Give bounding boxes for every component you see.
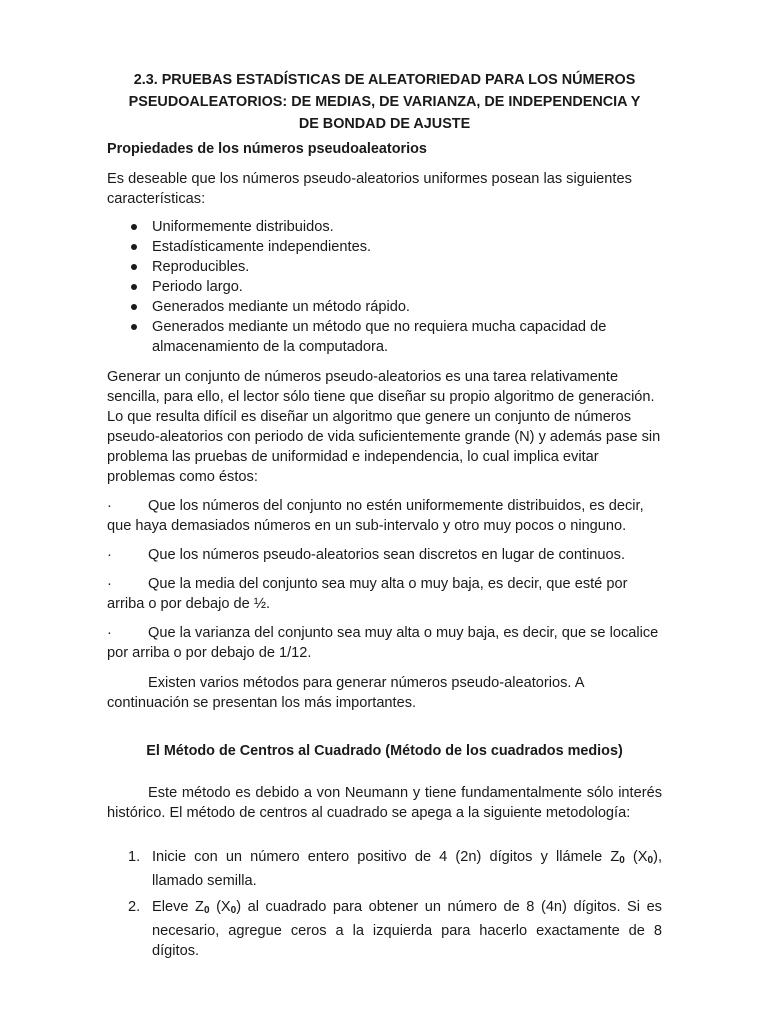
list-item — [107, 897, 662, 961]
list-item-text: Reproducibles. — [152, 259, 250, 275]
step-number: 1. — [128, 849, 141, 865]
step-text-post: ) al cuadrado para obtener un número de 8 (4n) dígitos. Si es necesario, agregue ceros a la izquierda para hacerlo exactamente de 8 dígitos. — [152, 899, 662, 959]
list-item-text: Generados mediante un método rápido. — [152, 299, 410, 315]
generation-paragraph: Generar un conjunto de números pseudo-aleatorios es una tarea relativamente sencilla, para ello, el lector sólo tiene que diseñar su propio algoritmo de generación. Lo que resulta difícil es diseñar un algoritmo que genere un conjunto de números pseudo-aleatorios con periodo de vida suficientemente grande (N) y además pase sin problema las pruebas de uniformidad e independencia, lo cual implica evitar problemas como éstos: — [107, 369, 661, 485]
list-item-text: Periodo largo. — [152, 279, 243, 295]
subscript: 0 — [647, 855, 654, 866]
middle-dot-marker: · — [107, 625, 112, 641]
bullet-icon — [131, 224, 137, 230]
problem-item — [107, 496, 662, 536]
middle-dot-marker: · — [107, 498, 112, 514]
document-title — [107, 69, 662, 135]
title-line-1: 2.3. PRUEBAS ESTADÍSTICAS DE ALEATORIEDAD PARA LOS NÚMEROS — [133, 72, 636, 88]
step-text-post: ), llamado semilla. — [152, 849, 663, 889]
list-item — [107, 847, 662, 891]
bullet-icon — [131, 244, 137, 250]
bullet-icon — [131, 264, 137, 270]
subscript: 0 — [619, 855, 625, 866]
middle-dot-marker: · — [107, 547, 112, 563]
middle-dot-marker: · — [107, 576, 112, 592]
method-steps-list — [107, 847, 662, 961]
subscript: 0 — [203, 905, 210, 916]
list-item — [107, 277, 662, 297]
list-item-text: Estadísticamente independientes. — [152, 239, 372, 255]
problem-item-text: Que la varianza del conjunto sea muy alta o muy baja, es decir, que se localice por arriba o por debajo de 1/12. — [107, 625, 659, 661]
problem-item-text: Que los números pseudo-aleatorios sean discretos en lugar de continuos. — [148, 547, 626, 563]
list-item — [107, 217, 662, 237]
problem-item — [107, 574, 662, 614]
list-item-text: Generados mediante un método que no requiera mucha capacidad de almacenamiento de la computadora. — [152, 319, 607, 355]
title-line-3: DE BONDAD DE AJUSTE — [298, 116, 471, 132]
step-text-pre: Eleve Z — [152, 899, 204, 915]
bullet-icon — [131, 304, 137, 310]
step-text-mid: (X — [624, 849, 648, 865]
list-item-text: Uniformemente distribuidos. — [152, 219, 334, 235]
method-intro-paragraph: Este método es debido a von Neumann y tiene fundamentalmente sólo interés histórico. El método de centros al cuadrado se apega a la siguiente metodología: — [107, 785, 662, 821]
problem-item — [107, 623, 662, 663]
problem-item-text: Que los números del conjunto no estén uniformemente distribuidos, es decir, que haya demasiados números en un sub-intervalo y otro muy pocos o ninguno. — [107, 498, 644, 534]
list-item — [107, 257, 662, 277]
step-number: 2. — [128, 899, 141, 915]
section-heading-properties: Propiedades de los números pseudoaleatorios — [107, 141, 427, 157]
step-text-pre: Inicie con un número entero positivo de 4 (2n) dígitos y llámele Z — [152, 849, 620, 865]
section-heading-method: El Método de Centros al Cuadrado (Método de los cuadrados medios) — [146, 743, 623, 759]
title-line-2: PSEUDOALEATORIOS: DE MEDIAS, DE VARIANZA, DE INDEPENDENCIA Y — [128, 94, 641, 110]
bullet-icon — [131, 284, 137, 290]
document-page — [107, 69, 662, 967]
problem-item-text: Que la media del conjunto sea muy alta o muy baja, es decir, que esté por arriba o por debajo de ½. — [107, 576, 628, 612]
subscript: 0 — [230, 905, 237, 916]
closing-paragraph: Existen varios métodos para generar números pseudo-aleatorios. A continuación se presentan los más importantes. — [107, 675, 584, 711]
list-item — [107, 237, 662, 257]
list-item — [107, 297, 662, 317]
step-text-mid: (X — [209, 899, 231, 915]
problem-item — [107, 545, 662, 565]
bullet-icon — [131, 324, 137, 330]
properties-list — [107, 217, 662, 357]
intro-paragraph: Es deseable que los números pseudo-aleatorios uniformes posean las siguientes características: — [107, 171, 632, 207]
list-item — [107, 317, 662, 357]
